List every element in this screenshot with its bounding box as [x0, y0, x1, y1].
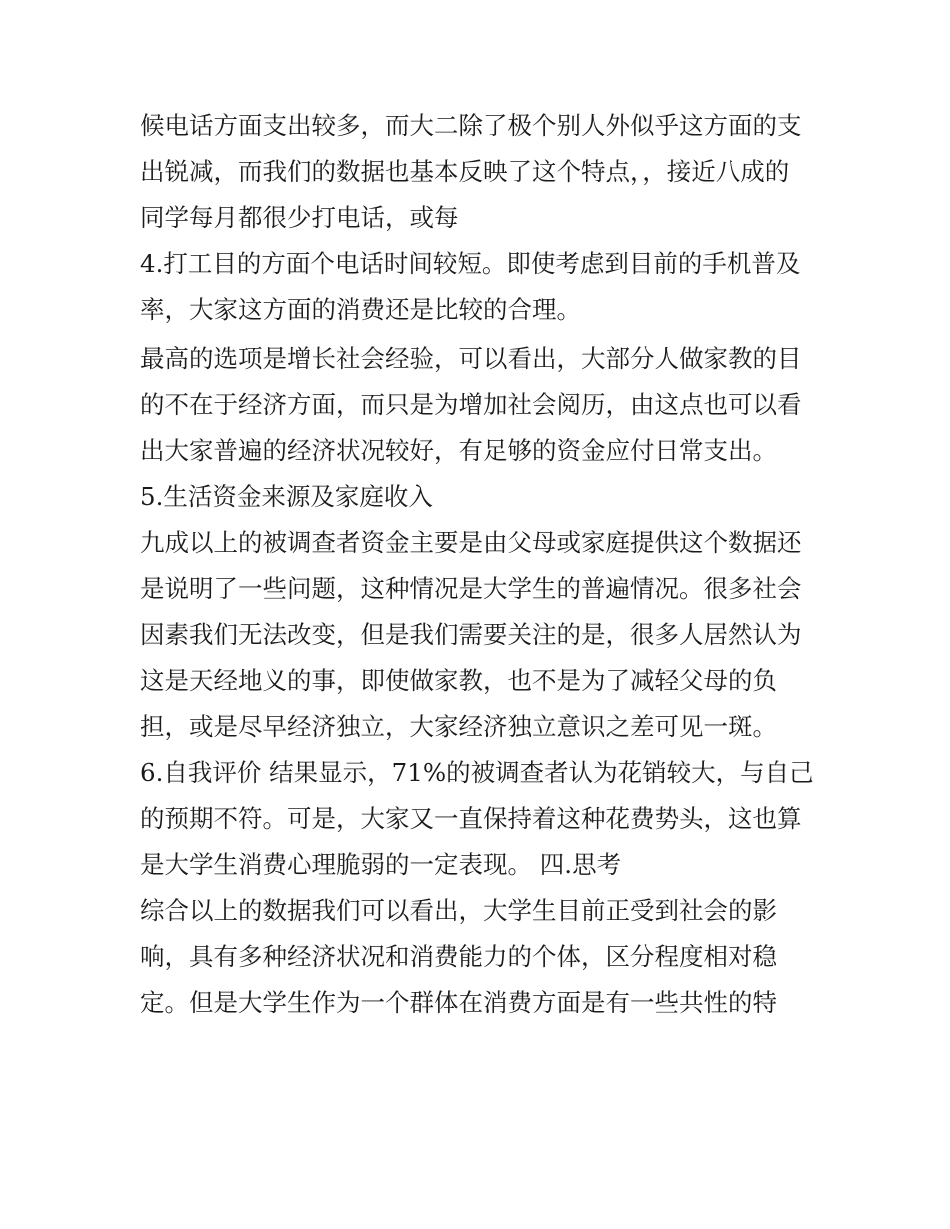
- section-heading-line: 6.自我评价 结果显示，71%的被调查者认为花销较大，与自己: [140, 758, 814, 787]
- text-line: 的不在于经济方面，而只是为增加社会阅历，由这点也可以看: [140, 390, 802, 419]
- text-line: 最高的选项是增长社会经验，可以看出，大部分人做家教的目: [140, 344, 802, 373]
- text-line: 候电话方面支出较多，而大二除了极个别人外似乎这方面的支: [140, 111, 802, 140]
- text-line: 响，具有多种经济状况和消费能力的个体，区分程度相对稳: [140, 942, 777, 971]
- text-line: 综合以上的数据我们可以看出，大学生目前正受到社会的影: [140, 896, 777, 925]
- text-line: 是大学生消费心理脆弱的一定表现。 四.思考: [140, 850, 622, 879]
- text-line: 定。但是大学生作为一个群体在消费方面是有一些共性的特: [140, 988, 777, 1017]
- text-line: 率，大家这方面的消费还是比较的合理。: [140, 295, 581, 324]
- text-line: 同学每月都很少打电话，或每: [140, 203, 459, 232]
- text-line: 九成以上的被调查者资金主要是由父母或家庭提供这个数据还: [140, 528, 802, 557]
- section-heading-line: 4.打工目的方面个电话时间较短。即使考虑到目前的手机普及: [140, 249, 801, 278]
- body-text: [140, 103, 820, 1026]
- text-line: 的预期不符。可是，大家又一直保持着这种花费势头，这也算: [140, 804, 802, 833]
- text-line: 出锐减，而我们的数据也基本反映了这个特点，，接近八成的: [140, 157, 790, 186]
- text-line: 这是天经地义的事，即使做家教，也不是为了减轻父母的负: [140, 666, 777, 695]
- text-line: 因素我们无法改变，但是我们需要关注的是，很多人居然认为: [140, 620, 802, 649]
- section-heading-line: 5.生活资金来源及家庭收入: [140, 482, 433, 511]
- text-line: 出大家普遍的经济状况较好，有足够的资金应付日常支出。: [140, 436, 777, 465]
- text-line: 是说明了一些问题，这种情况是大学生的普遍情况。很多社会: [140, 574, 802, 603]
- text-line: 担，或是尽早经济独立，大家经济独立意识之差可见一斑。: [140, 712, 777, 741]
